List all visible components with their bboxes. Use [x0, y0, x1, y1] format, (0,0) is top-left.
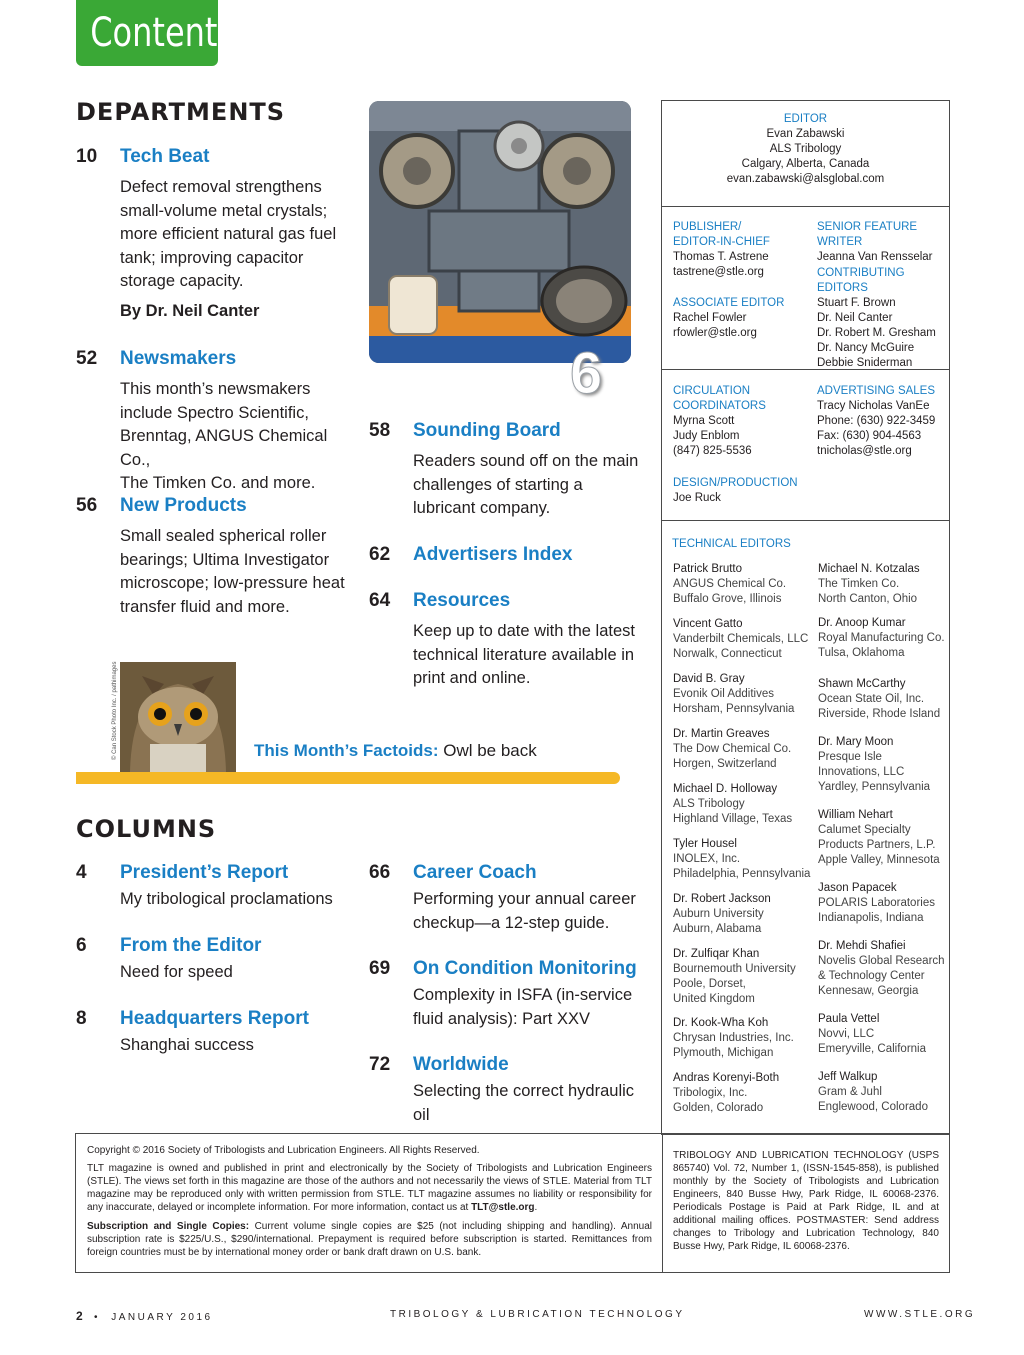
entry-description: Performing your annual career checkup—a 12-step guide. [413, 890, 636, 932]
tlt-email-link[interactable]: TLT@stle.org [471, 1202, 535, 1213]
entry-number: 62 [369, 544, 391, 565]
editor-block: EDITOR Evan Zabawski ALS Tribology Calgary, Alberta, Canada evan.zabawski@alsglobal.com [726, 113, 885, 185]
entry-title-from-the-editor[interactable]: From the Editor [120, 935, 262, 956]
page-footer-left [76, 1309, 213, 1323]
tech-editor-entry: Jeff Walkup Gram & Juhl Englewood, Colorado [818, 1071, 928, 1113]
tech-editor-entry: Paula Vettel Novvi, LLC Emeryville, California [818, 1013, 927, 1055]
copyright-text: Copyright © 2016 Society of Tribologists and Lubrication Engineers. All Rights Reserved. [87, 1145, 480, 1156]
entry-title-resources[interactable]: Resources [413, 590, 511, 611]
circulation-block: CIRCULATION COORDINATORS Myrna Scott Judy Enblom (847) 825-5536 [673, 385, 766, 457]
entry-number: 4 [76, 862, 87, 883]
entry-number: 58 [369, 420, 391, 441]
contents-title: Contents [90, 10, 235, 56]
entry-description: My tribological proclamations [120, 890, 333, 908]
tech-editor-entry: Vincent Gatto Vanderbilt Chemicals, LLC Norwalk, Connecticut [673, 618, 809, 660]
publication-name: TRIBOLOGY & LUBRICATION TECHNOLOGY [390, 1309, 685, 1320]
tech-editor-entry: Michael D. Holloway ALS Tribology Highland Village, Texas [673, 783, 793, 825]
entry-number: 56 [76, 495, 98, 516]
technical-editors-left [673, 562, 813, 1126]
subscription-text: Subscription and Single Copies: Current volume single copies are $25 (not including shipping and handling). Annual subscription rate is $225/U.S., $290/international. Prepayment is required before subscription is started. Remittances from foreign countries must be by international money order or bank draft drawn on U.S. bank. [87, 1221, 652, 1258]
entry-description: Readers sound off on the main challenges of starting a lubricant company. [413, 452, 639, 517]
tech-editor-entry: David B. Gray Evonik Oil Additives Horsham, Pennsylvania [673, 673, 795, 715]
entry-title-newsmakers[interactable]: Newsmakers [120, 348, 237, 369]
entry-number: 52 [76, 348, 98, 369]
entry-title-headquarters-report[interactable]: Headquarters Report [120, 1008, 309, 1029]
entry-description: Complexity in ISFA (in-service fluid analysis): Part XXV [413, 986, 633, 1028]
disclaimer-text: TLT magazine is owned and published in print and electronically by the Society of Tribologists and Lubrication Engineers (STLE). The views set forth in this magazine are those of the authors and not necessarily the views of STLE. Material from TLT magazine may be reproduced only with written permission from STLE. TLT magazine assumes no liability or responsibility for any inaccurate, delayed or incomplete information. For more information, contact us at TLT@stle.org. [87, 1163, 652, 1213]
entry-title-advertisers-index[interactable]: Advertisers Index [413, 544, 573, 565]
tech-editor-entry: Andras Korenyi-Both Tribologix, Inc. Golden, Colorado [673, 1072, 780, 1114]
entry-number: 66 [369, 862, 391, 883]
entry-number: 72 [369, 1054, 391, 1075]
separator: • [93, 1312, 100, 1323]
tech-editor-entry: Dr. Mehdi Shafiei Novelis Global Research & Technology Center Kennesaw, Georgia [818, 940, 945, 997]
entry-description: Need for speed [120, 963, 233, 981]
entry-number: 8 [76, 1008, 87, 1029]
entry-number: 6 [76, 935, 87, 956]
entry-number: 64 [369, 590, 391, 611]
photo-page-number: 6 [570, 341, 603, 406]
associate-editor-block: ASSOCIATE EDITOR Rachel Fowler rfowler@stle.org [673, 297, 785, 339]
tech-editor-entry: William Nehart Calumet Specialty Products Partners, L.P. Apple Valley, Minnesota [818, 809, 940, 866]
tech-editor-entry: Tyler Housel INOLEX, Inc. Philadelphia, Pennsylvania [673, 838, 811, 880]
website-link[interactable]: WWW.STLE.ORG [864, 1309, 976, 1320]
page-number: 2 [76, 1309, 83, 1323]
design-production-block: DESIGN/PRODUCTION Joe Ruck [673, 477, 798, 504]
entry-description: Selecting the correct hydraulic oil [413, 1082, 635, 1124]
contents-tab [76, 0, 235, 66]
publication-statement: TRIBOLOGY AND LUBRICATION TECHNOLOGY (USPS 865740) Vol. 72, Number 1, (ISSN-1545-858), is published monthly by the Society of Tribologists and Lubrication Engineers, 840 Busse Hwy, Park Ridge, IL 60068-2376. Periodicals Postage is Paid at Park Ridge, IL and at additional mailing offices. POSTMASTER: Send address changes to Tribology and Lubrication Technology, 840 Busse Hwy, Park Ridge, IL 60068-2376. [673, 1150, 939, 1252]
technical-editors-right [818, 562, 948, 1125]
entry-description: Small sealed spherical roller bearings; Ultima Investigator microscope; low-pressure heat transfer fluid and more. [120, 527, 345, 616]
entry-title-worldwide[interactable]: Worldwide [413, 1054, 509, 1075]
entry-number: 69 [369, 958, 391, 979]
entry-title-new-products[interactable]: New Products [120, 495, 247, 516]
yellow-divider-bar [76, 772, 620, 784]
entry-title-career-coach[interactable]: Career Coach [413, 862, 537, 883]
contributing-editors-block: CONTRIBUTING EDITORS Stuart F. Brown Dr. Neil Canter Dr. Robert M. Gresham Dr. Nancy McGuire Debbie Sniderman [817, 267, 936, 369]
tech-editor-entry: Dr. Martin Greaves The Dow Chemical Co. Horgen, Switzerland [673, 728, 792, 770]
entry-description: Defect removal strengthens small-volume metal crystals; more efficient natural gas fuel tank; improving capacitor storage capacity. [120, 178, 337, 290]
divider [662, 206, 949, 207]
tech-editor-entry: Shawn McCarthy Ocean State Oil, Inc. Riverside, Rhode Island [818, 678, 941, 720]
tech-editor-entry: Dr. Robert Jackson Auburn University Auburn, Alabama [673, 893, 771, 935]
divider [662, 369, 949, 370]
entry-byline: By Dr. Neil Canter [120, 302, 260, 320]
entry-number: 10 [76, 146, 98, 167]
tech-editor-entry: Michael N. Kotzalas The Timken Co. North Canton, Ohio [818, 563, 920, 605]
entry-title-presidents-report[interactable]: President’s Report [120, 862, 289, 883]
issue-date: JANUARY 2016 [111, 1312, 213, 1323]
footer-divider [662, 1134, 663, 1272]
owl-photo [120, 662, 236, 772]
entry-title-on-condition-monitoring[interactable]: On Condition Monitoring [413, 958, 637, 979]
entry-description: This month’s newsmakers include Spectro Scientific, Brenntag, ANGUS Chemical Co., The Timken Co. and more. [120, 380, 328, 492]
tech-editor-entry: Dr. Anoop Kumar Royal Manufacturing Co. Tulsa, Oklahoma [818, 617, 945, 659]
divider [662, 520, 949, 521]
factoid[interactable] [254, 741, 537, 761]
tech-editor-entry: Patrick Brutto ANGUS Chemical Co. Buffalo Grove, Illinois [673, 563, 787, 605]
entry-title-tech-beat[interactable]: Tech Beat [120, 146, 210, 167]
senior-feature-writer-block: SENIOR FEATURE WRITER Jeanna Van Rensselar [817, 221, 933, 263]
factoid-text: Owl be back [443, 741, 537, 760]
bearing-assembly-photo [369, 101, 631, 363]
departments-heading: DEPARTMENTS [76, 98, 286, 126]
legal-footer-box [75, 1133, 950, 1273]
tech-editor-entry: Jason Papacek POLARIS Laboratories Indianapolis, Indiana [818, 882, 935, 924]
tech-editor-entry: Dr. Zulfiqar Khan Bournemouth University Poole, Dorset, United Kingdom [673, 948, 796, 1005]
entry-title-sounding-board[interactable]: Sounding Board [413, 420, 561, 441]
advertising-sales-block: ADVERTISING SALES Tracy Nicholas VanEe Phone: (630) 922-3459 Fax: (630) 904-4563 tnicholas@stle.org [817, 385, 936, 457]
technical-editors-heading: TECHNICAL EDITORS [672, 538, 791, 550]
entry-description: Keep up to date with the latest technical literature available in print and online. [413, 622, 635, 687]
columns-heading: COLUMNS [76, 815, 217, 843]
tech-editor-entry: Dr. Kook-Wha Koh Chrysan Industries, Inc. Plymouth, Michigan [673, 1017, 794, 1059]
entry-description: Shanghai success [120, 1036, 254, 1054]
tech-editor-entry: Dr. Mary Moon Presque Isle Innovations, LLC Yardley, Pennsylvania [818, 736, 931, 793]
publisher-block: PUBLISHER/ EDITOR-IN-CHIEF Thomas T. Astrene tastrene@stle.org [673, 221, 770, 278]
masthead-box [661, 100, 950, 1135]
photo-credit: © Can Stock Photo Inc. / pathimages [112, 661, 118, 760]
factoid-label: This Month’s Factoids: [254, 741, 439, 760]
